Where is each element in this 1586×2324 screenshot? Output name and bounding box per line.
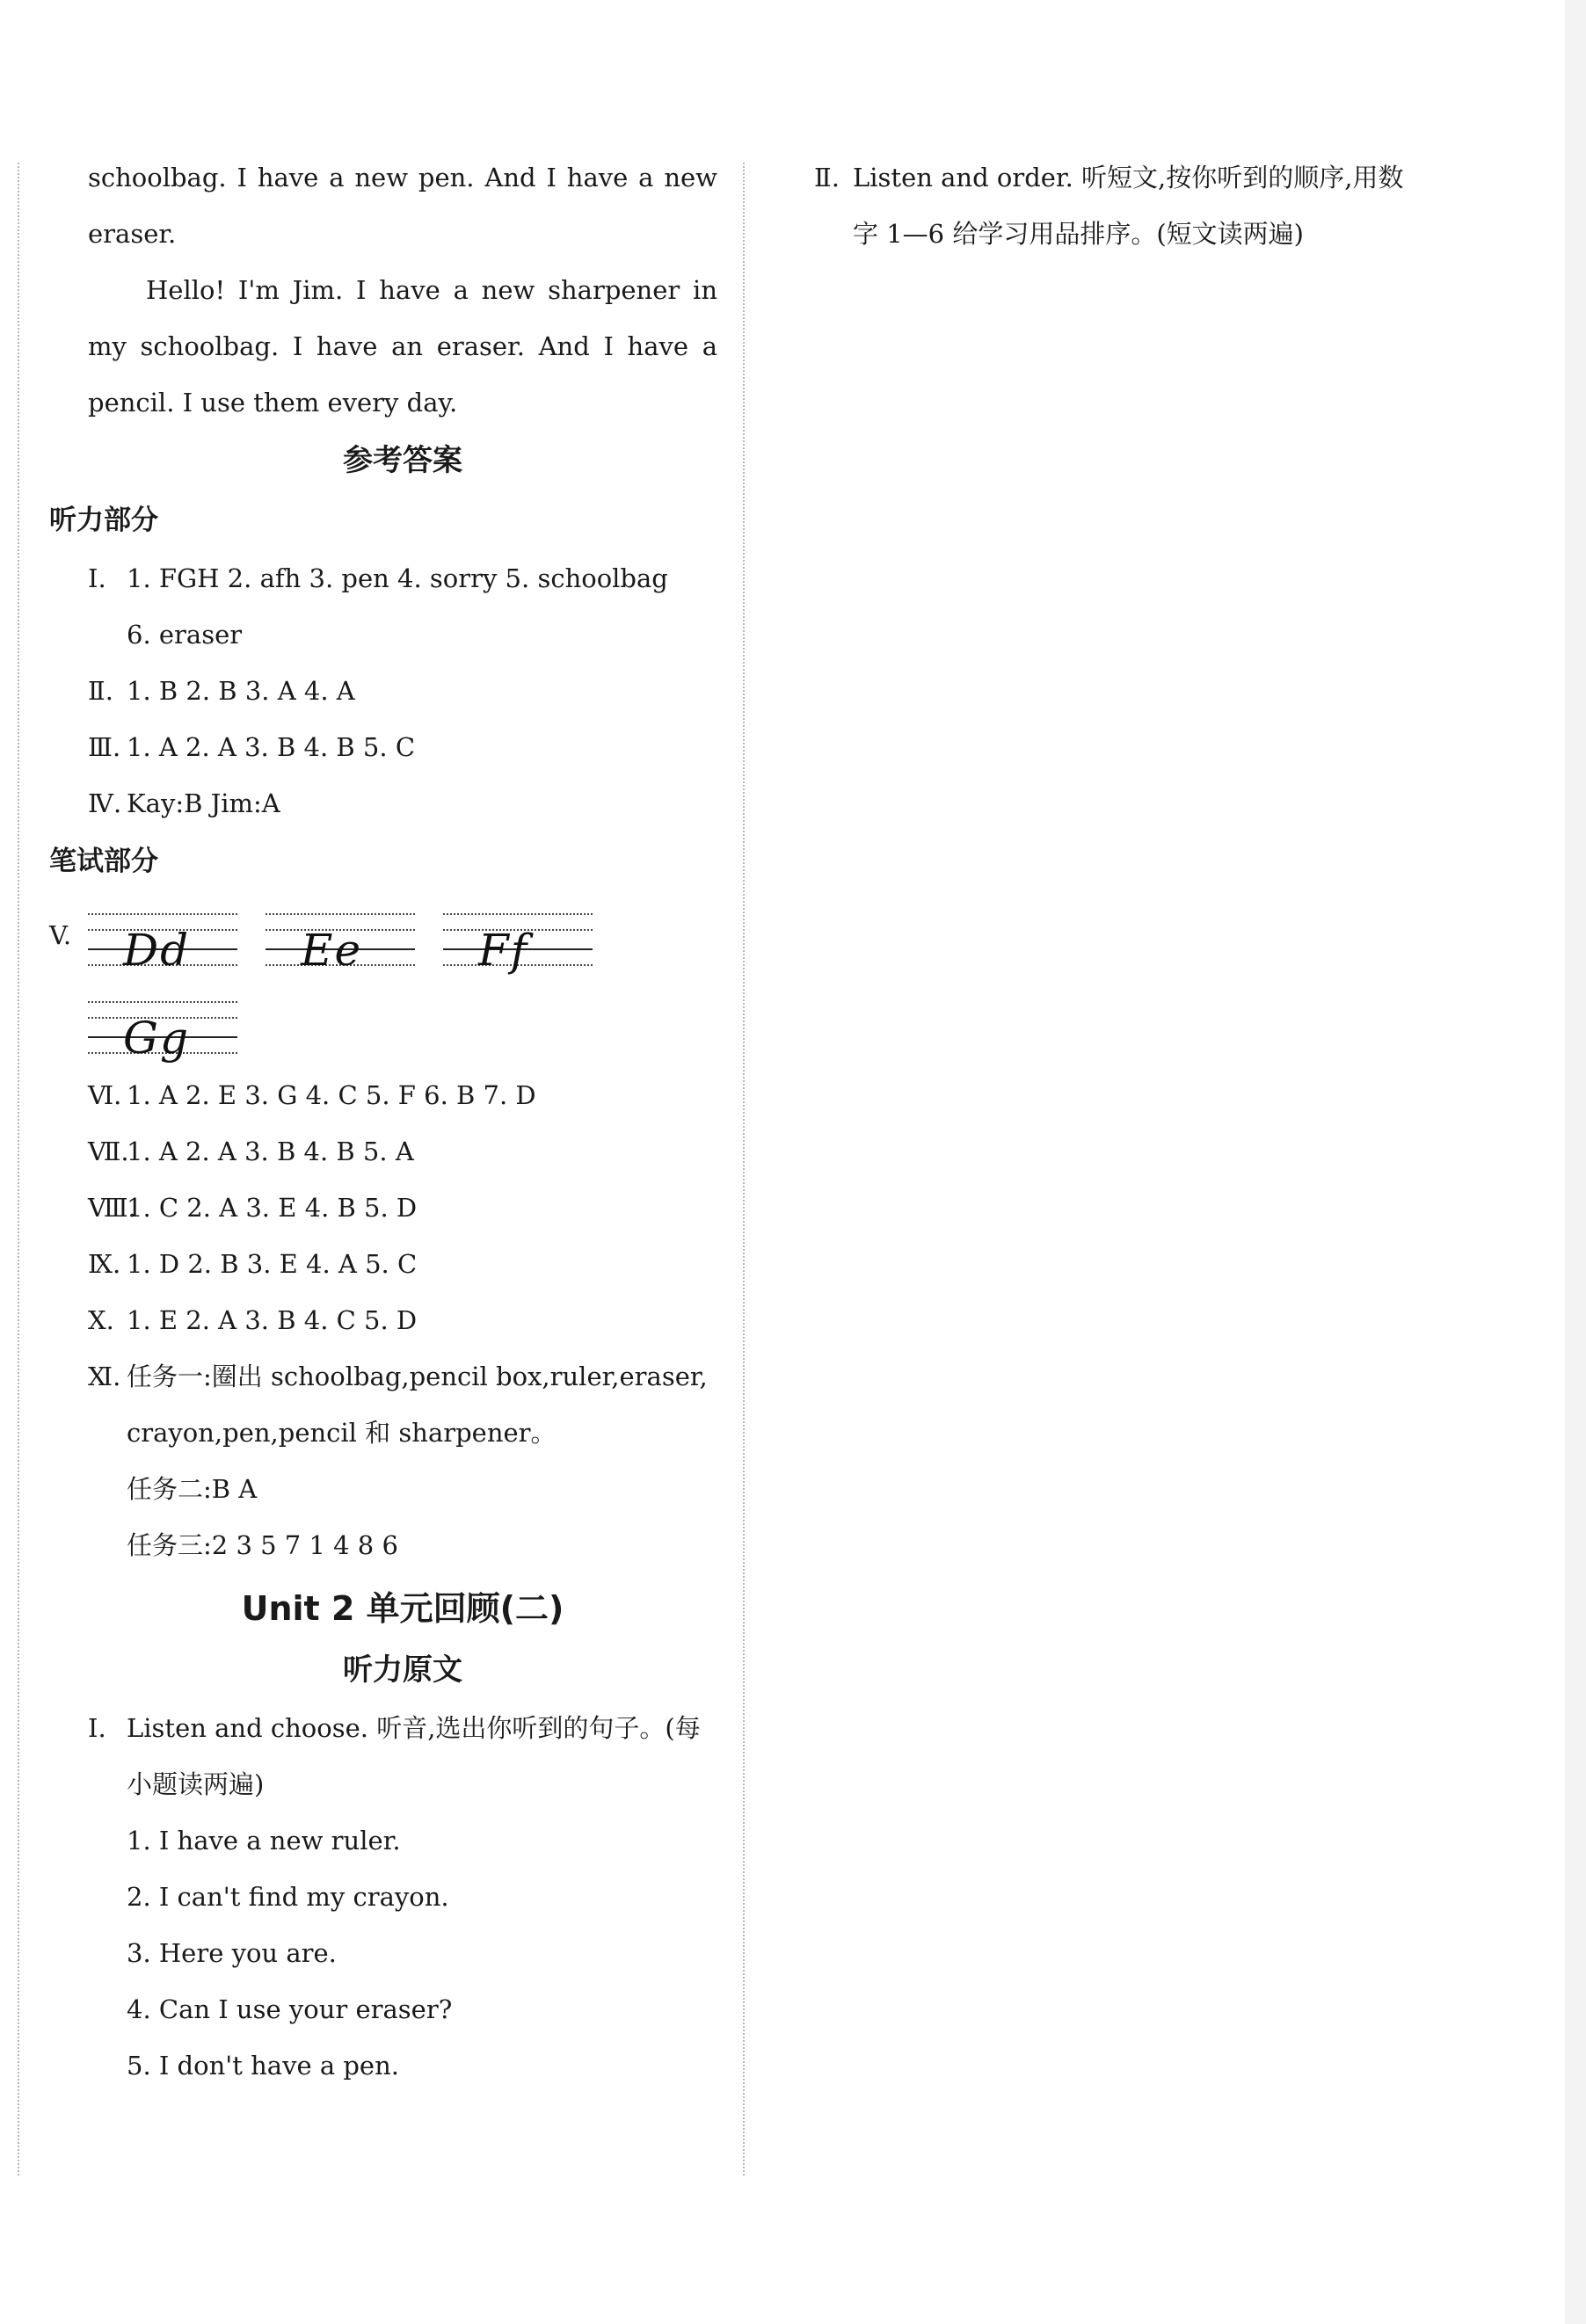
text-line — [88, 1981, 717, 2037]
roman-numeral: Ⅸ. — [88, 1249, 121, 1279]
script-heading: 听力原文 — [343, 1652, 462, 1688]
handwriting-lines — [88, 904, 237, 976]
text-line — [88, 719, 717, 775]
written-heading: 笔试部分 — [49, 846, 158, 877]
line-text: Kay:B Jim:A — [127, 788, 280, 818]
line-text: 1. C 2. A 3. E 4. B 5. D — [127, 1193, 418, 1223]
line-text: 4. Can I use your eraser? — [127, 1994, 453, 2024]
letter-writing-row — [49, 891, 717, 979]
line-text: 字 1—6 给学习用品排序。(短文读两遍) — [853, 219, 1304, 249]
line-text: 1. A 2. A 3. B 4. B 5. C — [127, 732, 416, 762]
line-text: 任务一:圈出 schoolbag,pencil box,ruler,eraser, — [127, 1362, 708, 1391]
left-column — [49, 149, 717, 2094]
roman-numeral: Ⅺ. — [88, 1362, 121, 1391]
text-line — [88, 1292, 717, 1348]
text-line — [88, 1180, 717, 1236]
column-divider-dotted-line — [743, 163, 745, 2175]
text-line — [88, 1756, 717, 1812]
line-text: 2. I can't find my crayon. — [127, 1882, 449, 1912]
text-line — [88, 1348, 717, 1405]
text-line — [88, 2037, 717, 2094]
line-text: Listen and order. 听短文,按你听到的顺序,用数 — [853, 163, 1404, 192]
line-text: 1. FGH 2. afh 3. pen 4. sorry 5. schoolbag — [127, 563, 668, 593]
roman-numeral: Ⅹ. — [88, 1305, 114, 1335]
roman-numeral: Ⅵ. — [88, 1080, 122, 1110]
roman-numeral: Ⅶ. — [88, 1137, 129, 1166]
text-line — [88, 1925, 717, 1981]
answers-heading: 参考答案 — [343, 443, 462, 478]
line-text: 1. A 2. A 3. B 4. B 5. A — [127, 1137, 414, 1166]
text-line — [88, 606, 717, 663]
handwritten-letters: Dd — [123, 925, 191, 976]
text-line — [814, 149, 1482, 206]
line-text: 任务三:2 3 5 7 1 4 8 6 — [127, 1530, 398, 1560]
line-text: 3. Here you are. — [127, 1938, 337, 1968]
passage-line: eraser. — [88, 219, 177, 249]
text-line — [88, 1869, 717, 1925]
handwriting-lines — [443, 904, 593, 976]
passage-line: pencil. I use them every day. — [88, 388, 458, 418]
handwriting-lines — [266, 904, 415, 976]
text-line — [88, 1812, 717, 1869]
line-text: Listen and choose. 听音,选出你听到的句子。(每 — [127, 1713, 701, 1743]
text-line — [814, 206, 1482, 262]
roman-numeral: V. — [49, 920, 72, 950]
line-text: 任务二:B A — [127, 1474, 258, 1504]
roman-numeral: Ⅱ. — [88, 676, 113, 706]
right-column — [775, 149, 1482, 262]
line-text: 1. B 2. B 3. A 4. A — [127, 676, 355, 706]
handwritten-letters: Ee — [301, 925, 363, 976]
letter-writing-row — [88, 979, 717, 1067]
line-text: 5. I don't have a pen. — [127, 2051, 399, 2081]
text-line — [88, 775, 717, 832]
roman-numeral: Ⅰ. — [88, 1713, 106, 1743]
handwritten-letters: Gg — [123, 1013, 190, 1064]
listening-heading: 听力部分 — [49, 505, 158, 536]
roman-numeral: Ⅰ. — [88, 563, 106, 593]
text-line — [88, 1405, 717, 1461]
text-line — [88, 1517, 717, 1573]
roman-numeral: Ⅷ. — [88, 1193, 136, 1223]
line-text: 小题读两遍) — [127, 1769, 265, 1799]
left-margin-dotted-line — [18, 163, 19, 2175]
line-text: 1. A 2. E 3. G 4. C 5. F 6. B 7. D — [127, 1080, 536, 1110]
text-line — [88, 1461, 717, 1517]
line-text: 1. I have a new ruler. — [127, 1826, 401, 1856]
passage-line: my schoolbag. I have an eraser. And I have a — [88, 331, 717, 361]
roman-numeral: Ⅳ. — [88, 788, 122, 818]
line-text: crayon,pen,pencil 和 sharpener。 — [127, 1418, 557, 1448]
handwriting-lines — [88, 992, 237, 1064]
passage-line: Hello! I'm Jim. I have a new sharpener in — [146, 275, 717, 305]
unit-title: Unit 2 单元回顾(二) — [241, 1589, 564, 1628]
text-line — [88, 550, 717, 606]
line-text: 1. E 2. A 3. B 4. C 5. D — [127, 1305, 418, 1335]
handwritten-letters: Ff — [478, 925, 529, 976]
roman-numeral: Ⅲ. — [88, 732, 121, 762]
text-line — [88, 663, 717, 719]
passage-line: schoolbag. I have a new pen. And I have a new — [88, 163, 717, 192]
text-line — [88, 1236, 717, 1292]
line-text: 1. D 2. B 3. E 4. A 5. C — [127, 1249, 418, 1279]
text-line — [88, 1123, 717, 1180]
line-text: 6. eraser — [127, 620, 243, 650]
text-line — [88, 1700, 717, 1756]
roman-numeral: Ⅱ. — [814, 163, 840, 192]
